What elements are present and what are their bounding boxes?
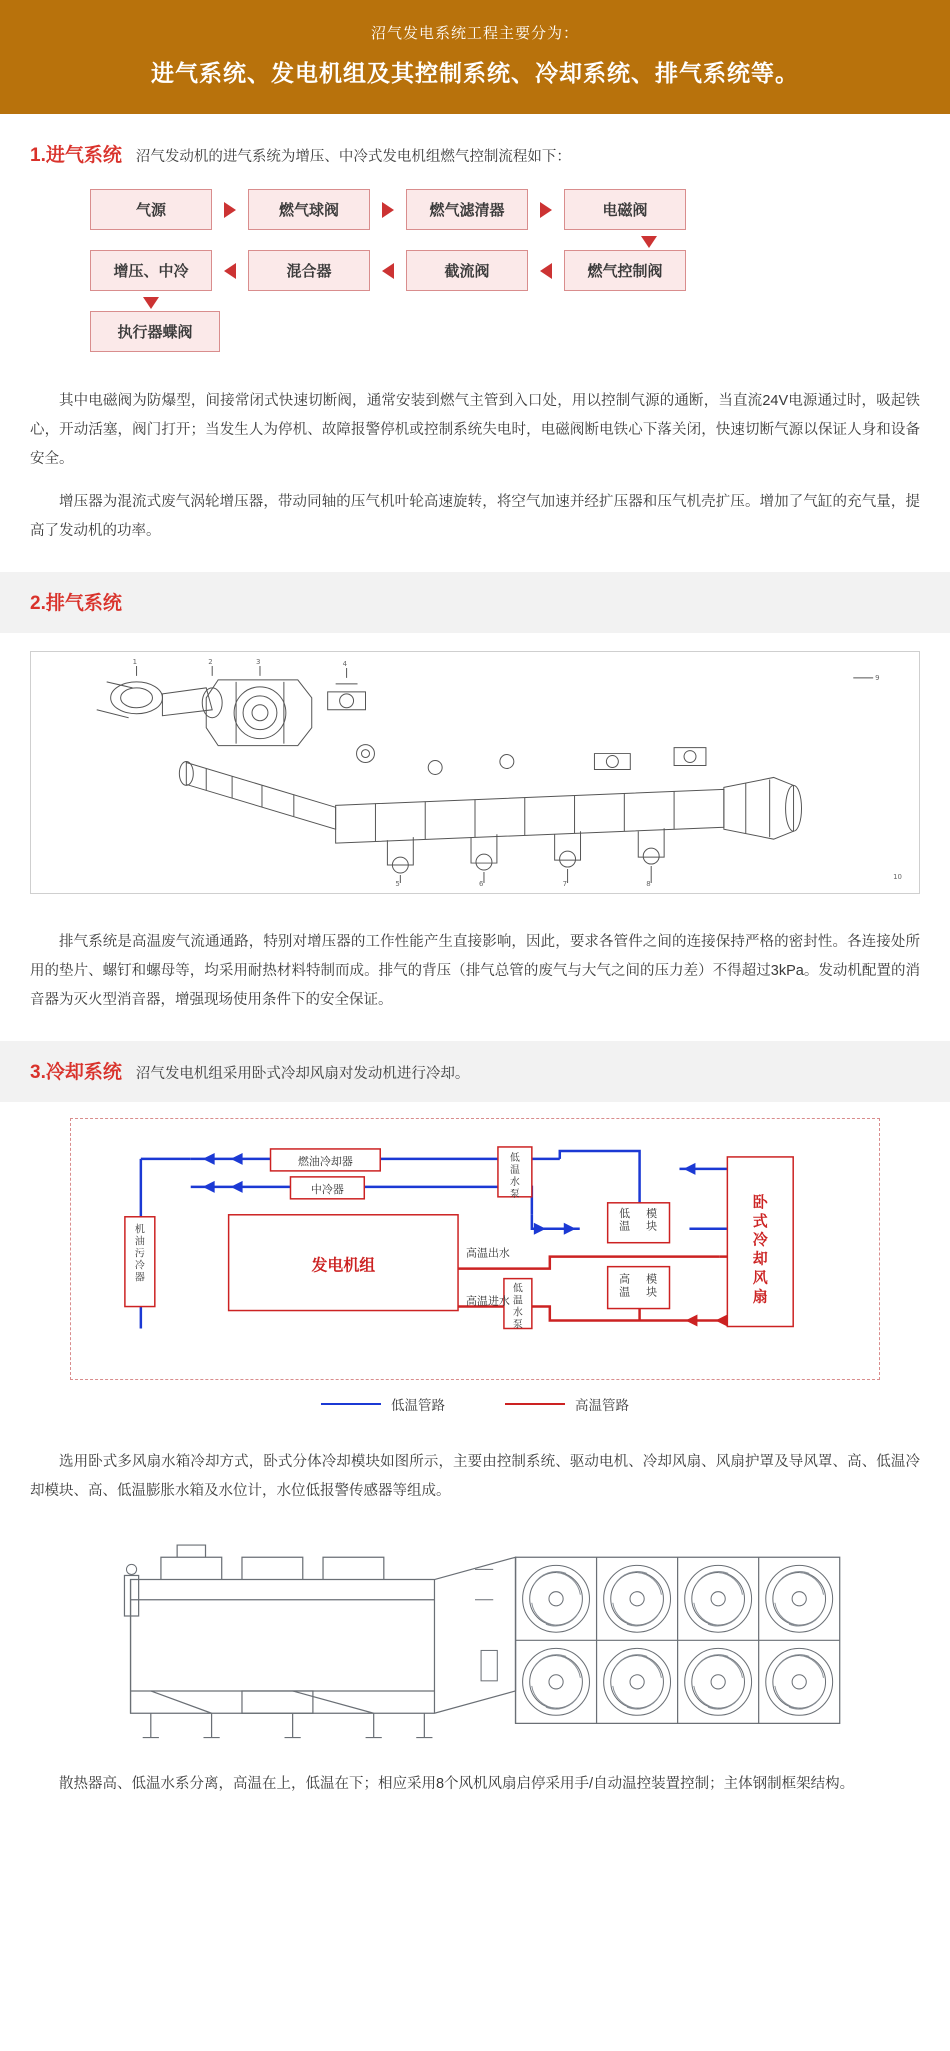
- section1-paragraph-1: 其中电磁阀为防爆型，间接常闭式快速切断阀，通常安装到燃气主管到入口处，用以控制气源的通断，当直流24V电源通过时，吸起铁心，开动活塞，阀门打开；当发生人为停机、故障报警停机或控制系统失电时，电磁阀断电铁心下落关闭，快速切断气源以保证人身和设备安全。: [30, 392, 920, 467]
- section3-paragraph-2: 散热器高、低温水系分离，高温在上，低温在下；相应采用8个风机风扇启停采用手/自动温控装置控制；主体钢制框架结构。: [59, 1775, 855, 1792]
- section1-paragraph-2: 增压器为混流式废气涡轮增压器，带动同轴的压气机叶轮高速旋转，将空气加速并经扩压器和压气机壳扩压。增加了气缸的充气量，提高了发动机的功率。: [30, 494, 920, 539]
- label-horizontal-cooling-fan: 卧式冷却风扇: [752, 1193, 768, 1307]
- label-intercooler: 中冷器: [310, 1183, 344, 1197]
- label-oil-filter: 机油污冷器: [134, 1225, 145, 1285]
- section2-heading: [0, 588, 950, 615]
- flow-node-gas-filter: 燃气滤清器: [406, 189, 528, 230]
- svg-text:8: 8: [646, 879, 651, 887]
- label-hot-water-in: 高温进水: [466, 1295, 510, 1309]
- flow-down-connector: [30, 236, 920, 248]
- horizontal-cooling-fan-unit-drawing: [90, 1539, 860, 1742]
- cooling-diagram-legend: [70, 1394, 880, 1414]
- label-oil-cooler: 燃油冷却器: [297, 1155, 353, 1169]
- svg-text:9: 9: [875, 673, 880, 682]
- flow-row-2: [30, 250, 920, 291]
- section3-heading: [0, 1057, 950, 1084]
- legend-item-high-temp: [505, 1394, 629, 1414]
- arrow-left-icon: [382, 263, 394, 279]
- section3-subtitle: 沼气发电机组采用卧式冷却风扇对发动机进行冷却。: [135, 1066, 470, 1083]
- svg-text:6: 6: [478, 879, 484, 887]
- cooling-unit-figure-wrap: [0, 1521, 950, 1742]
- legend-label-high-temp: 高温管路: [575, 1397, 629, 1413]
- flow-node-mixer: 混合器: [248, 250, 370, 291]
- flow-node-throttle-valve: 截流阀: [406, 250, 528, 291]
- section3-paragraph-1: 选用卧式多风扇水箱冷却方式，卧式分体冷却模块如图所示，主要由控制系统、驱动电机、冷却风扇、风扇护罩及导风罩、高、低温冷却模块、高、低温膨胀水箱及水位计，水位低报警传感器等组成。: [30, 1454, 920, 1500]
- svg-text:10: 10: [893, 872, 902, 881]
- cooling-diagram-wrap: [0, 1102, 950, 1413]
- flow-down-connector-2: [30, 297, 920, 309]
- arrow-left-icon: [224, 263, 236, 279]
- label-generator-set: 发电机组: [311, 1256, 376, 1276]
- banner-subtitle: 沼气发电系统工程主要分为：: [370, 25, 579, 42]
- svg-text:模块: 模块: [646, 1273, 658, 1300]
- svg-text:1: 1: [132, 658, 138, 666]
- flow-node-solenoid-valve: 电磁阀: [564, 189, 686, 230]
- legend-label-low-temp: 低温管路: [391, 1397, 445, 1413]
- flow-row-1: [30, 189, 920, 230]
- svg-text:3: 3: [256, 658, 261, 666]
- exhaust-system-figure: [30, 651, 920, 894]
- svg-text:2: 2: [208, 658, 213, 666]
- section2-band: [0, 572, 950, 633]
- section3-title: 3.冷却系统: [30, 1062, 122, 1084]
- section1-subtitle: 沼气发动机的进气系统为增压、中冷式发电机组燃气控制流程如下：: [135, 149, 571, 165]
- svg-text:7: 7: [562, 879, 568, 887]
- section3-band: [0, 1041, 950, 1102]
- arrow-down-icon: [641, 236, 657, 248]
- label-hot-water-out: 高温出水: [466, 1247, 510, 1261]
- section1-heading: [0, 140, 950, 167]
- cooling-unit-figure: [30, 1539, 920, 1742]
- svg-text:模块: 模块: [646, 1207, 658, 1234]
- flow-node-actuator-butterfly-valve: 执行器蝶阀: [90, 311, 220, 352]
- legend-item-low-temp: [321, 1394, 445, 1414]
- legend-swatch-low-temp: [321, 1403, 381, 1405]
- label-low-temp-module: 低温: [619, 1207, 631, 1234]
- section1-title: 1.进气系统: [30, 145, 122, 166]
- header-banner: [0, 0, 950, 114]
- legend-swatch-high-temp: [505, 1403, 565, 1405]
- section-intake: [0, 114, 950, 546]
- arrow-right-icon: [540, 202, 552, 218]
- cooling-system-schematic: [81, 1129, 869, 1368]
- svg-text:4: 4: [342, 659, 348, 668]
- arrow-down-icon: [143, 297, 159, 309]
- label-high-temp-module: 高温: [619, 1273, 631, 1300]
- flow-node-gas-source: 气源: [90, 189, 212, 230]
- label-high-temp-pump: 低温水泵: [512, 1284, 523, 1331]
- intake-flow-chart: [0, 167, 950, 352]
- svg-text:5: 5: [395, 879, 400, 887]
- arrow-right-icon: [382, 202, 394, 218]
- flow-node-gas-control-valve: 燃气控制阀: [564, 250, 686, 291]
- flow-node-gas-ball-valve: 燃气球阀: [248, 189, 370, 230]
- cooling-system-diagram: [70, 1118, 880, 1379]
- label-low-temp-pump: 低温水泵: [509, 1153, 520, 1201]
- section2-paragraph: 排气系统是高温废气流通通路，特别对增压器的工作性能产生直接影响，因此，要求各管件之间的连接保持严格的密封性。各连接处所用的垫片、螺钉和螺母等，均采用耐热材料特制而成。排气的背压（排气总管的废气与大气之间的压力差）不得超过3kPa。发动机配置的消音器为灭火型消音器，增强现场使用条件下的安全保证。: [30, 934, 920, 1009]
- banner-title: 进气系统、发电机组及其控制系统、冷却系统、排气系统等。: [151, 60, 799, 86]
- exhaust-system-line-drawing: [37, 658, 913, 887]
- section2-title: 2.排气系统: [30, 593, 122, 614]
- exhaust-figure-wrap: [0, 633, 950, 894]
- flow-row-3: [30, 311, 920, 352]
- flow-node-turbo-intercool: 增压、中冷: [90, 250, 212, 291]
- arrow-left-icon: [540, 263, 552, 279]
- arrow-right-icon: [224, 202, 236, 218]
